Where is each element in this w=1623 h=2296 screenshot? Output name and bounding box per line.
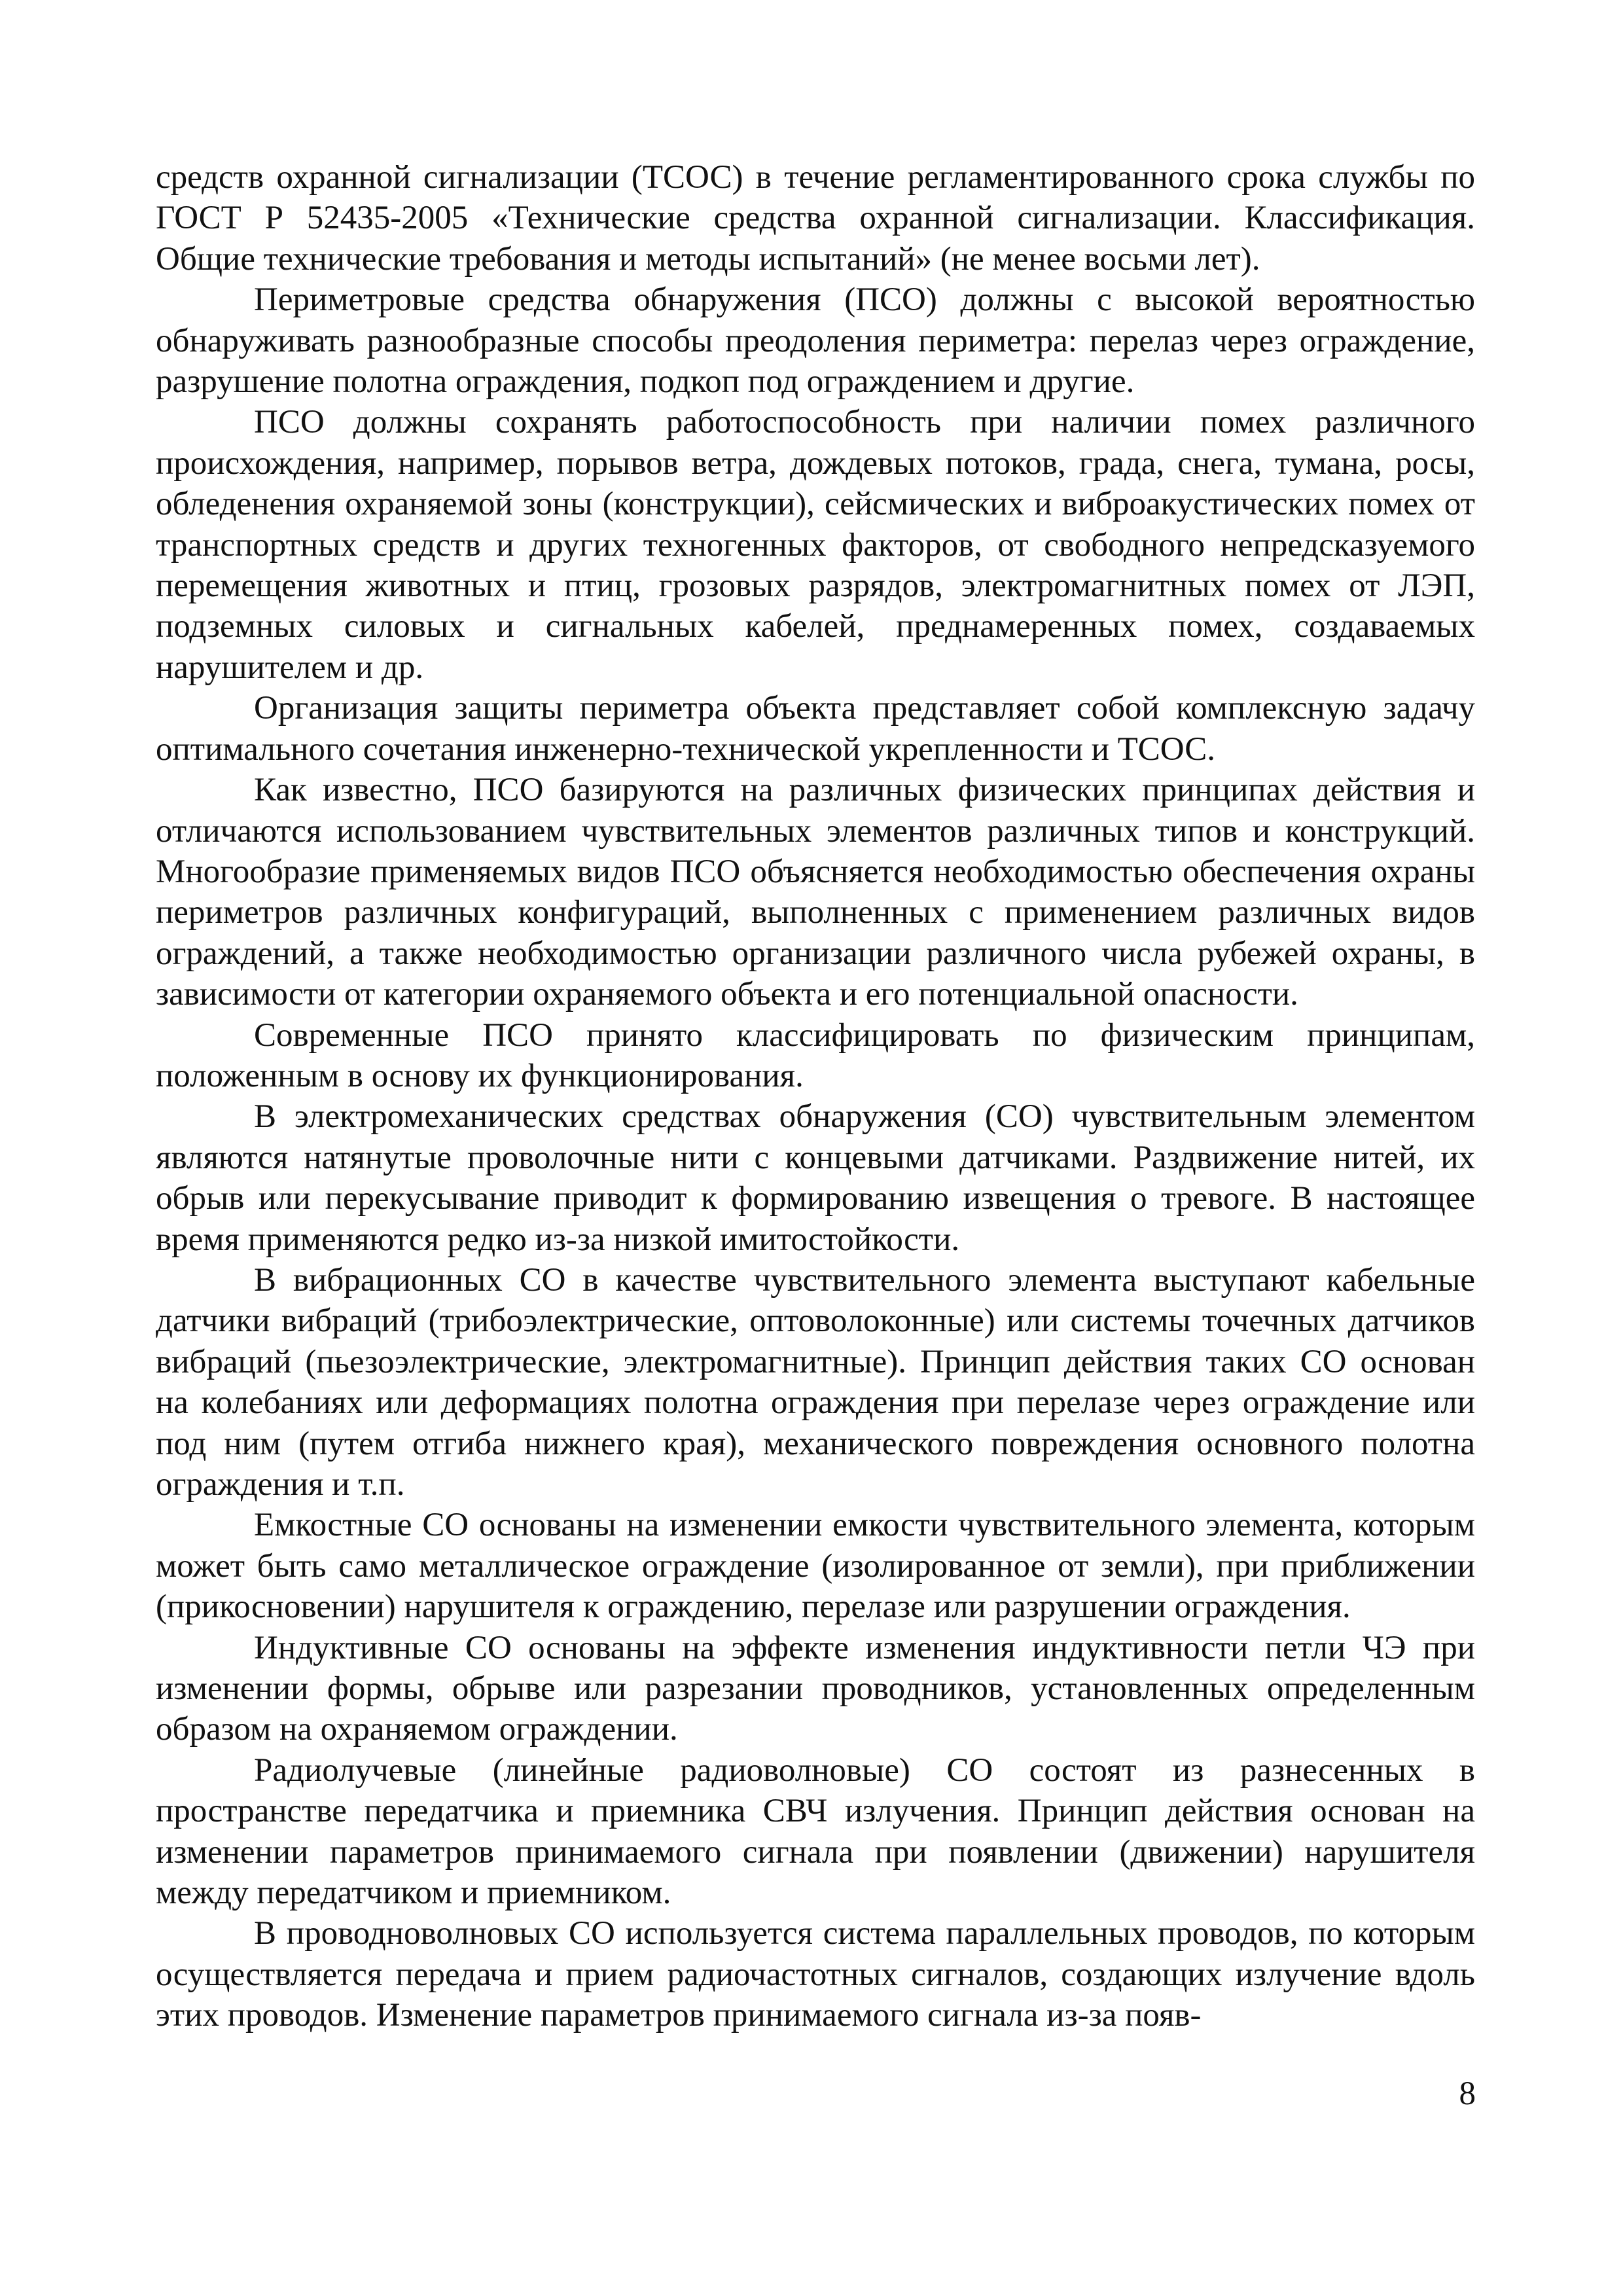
paragraph-interference: ПСО должны сохранять работоспособность при наличии помех различного происхождения, например, порывов ветра, дождевых потоков, града, снега, тумана, росы, обледенения охраняемой зоны (конструкции), сейсмических и виброакустических помех от транспортных средств и других техногенных факторов, от свободного непредсказуемого перемещения животных и птиц, грозовых разрядов, электромагнитных помех от ЛЭП, подземных силовых и сигнальных кабелей, преднамеренных помех, создаваемых нарушителем и др. — [156, 404, 1475, 686]
paragraph-classification: Современные ПСО принято классифицировать по физическим принципам, положенным в основу их функционирования. — [156, 1016, 1475, 1094]
paragraph-capacitive: Емкостные СО основаны на изменении емкости чувствительного элемента, которым может быть само металлическое ограждение (изолированное от земли), при приближении (прикосновении) нарушителя к ограждению, перелазе или разрушении ограждения. — [156, 1507, 1475, 1626]
document-body — [156, 157, 1475, 2036]
paragraph-physical-principles: Как известно, ПСО базируются на различных физических принципах действия и отличаются использованием чувствительных элементов различных типов и конструкций. Многообразие применяемых видов ПСО объясняется необходимостью обеспечения охраны периметров различных конфигураций, выполненных с применением различных видов ограждений, а также необходимостью организации различного числа рубежей охраны, в зависимости от категории охраняемого объекта и его потенциальной опасности. — [156, 772, 1475, 1013]
paragraph-inductive: Индуктивные СО основаны на эффекте изменения индуктивности петли ЧЭ при изменении формы, обрыве или разрезании проводников, установленных определенным образом на охраняемом ограждении. — [156, 1629, 1475, 1748]
paragraph-continued: средств охранной сигнализации (ТСОС) в течение регламентированного срока службы по ГОСТ Р 52435-2005 «Технические средства охранной сигнализации. Классификация. Общие технические требования и методы испытаний» (не менее восьми лет). — [156, 159, 1475, 278]
paragraph-radio-beam: Радиолучевые (линейные радиоволновые) СО состоят из разнесенных в пространстве передатчика и приемника СВЧ излучения. Принцип действия основан на изменении параметров принимаемого сигнала при появлении (движении) нарушителя между передатчиком и приемником. — [156, 1751, 1475, 1912]
paragraph-perimeter-detection: Периметровые средства обнаружения (ПСО) должны с высокой вероятностью обнаруживать разнообразные способы преодоления периметра: перелаз через ограждение, разрушение полотна ограждения, подкоп под ограждением и другие. — [156, 281, 1475, 401]
paragraph-vibration: В вибрационных СО в качестве чувствительного элемента выступают кабельные датчики вибраций (трибоэлектрические, оптоволоконные) или системы точечных датчиков вибраций (пьезоэлектрические, электромагнитные). Принцип действия таких СО основан на колебаниях или деформациях полотна ограждения при перелазе через ограждение или под ним (путем отгиба нижнего края), механического повреждения основного полотна ограждения и т.п. — [156, 1261, 1475, 1503]
page-number: 8 — [1459, 2075, 1476, 2112]
paragraph-wire-wave: В проводноволновых СО используется система параллельных проводов, по которым осуществляется передача и прием радиочастотных сигналов, создающих излучение вдоль этих проводов. Изменение параметров принимаемого сигнала из-за появ- — [156, 1915, 1475, 2034]
paragraph-electromechanical: В электромеханических средствах обнаружения (СО) чувствительным элементом являются натянутые проволочные нити с концевыми датчиками. Раздвижение нитей, их обрыв или перекусывание приводит к формированию извещения о тревоге. В настоящее время применяются редко из-за низкой имитостойкости. — [156, 1098, 1475, 1258]
paragraph-protection-organization: Организация защиты периметра объекта представляет собой комплексную задачу оптимального сочетания инженерно-технической укрепленности и ТСОС. — [156, 690, 1475, 768]
